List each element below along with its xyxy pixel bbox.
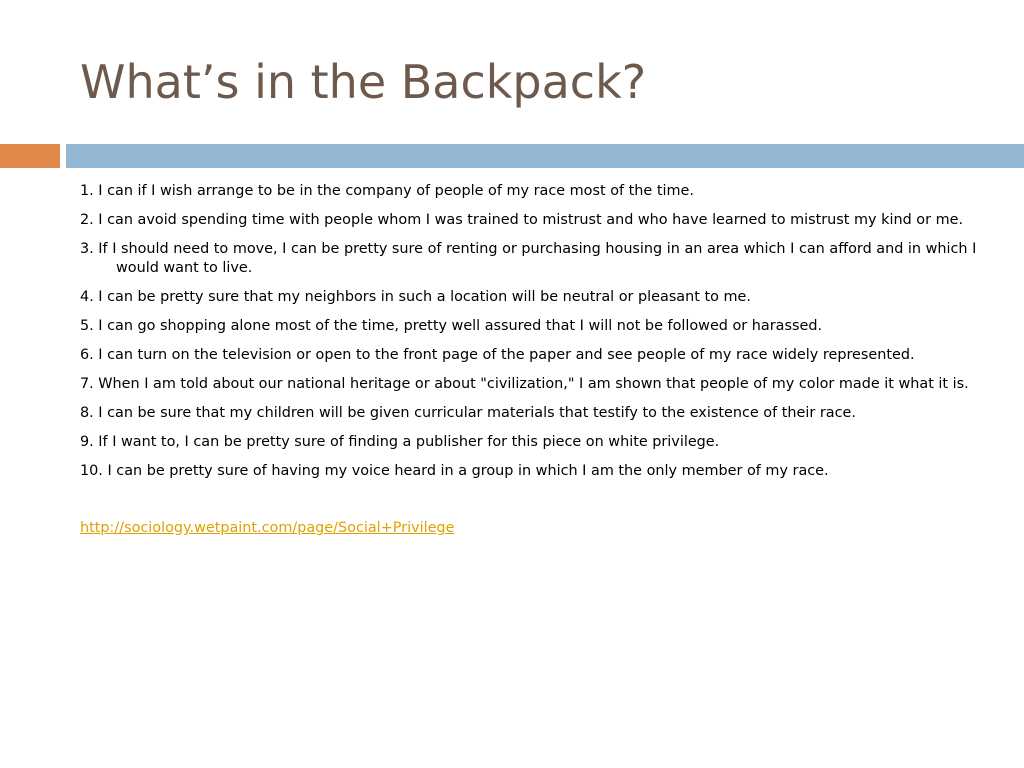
list-item: 3. If I should need to move, I can be pretty sure of renting or purchasing housing in an area which I can afford and in which I would want to live. <box>80 241 977 276</box>
list-item: 8. I can be sure that my children will be given curricular materials that testify to the existence of their race. <box>80 405 856 421</box>
slide-title: What’s in the Backpack? <box>80 55 647 109</box>
list-item: 4. I can be pretty sure that my neighbors in such a location will be neutral or pleasant to me. <box>80 289 751 305</box>
list-item: 6. I can turn on the television or open to the front page of the paper and see people of my race widely represented. <box>80 347 915 363</box>
list-item: 1. I can if I wish arrange to be in the company of people of my race most of the time. <box>80 183 694 199</box>
accent-bar-blue <box>66 144 1024 168</box>
list-item: 7. When I am told about our national heritage or about "civilization," I am shown that people of my color made it what it is. <box>80 376 969 392</box>
list-item: 5. I can go shopping alone most of the time, pretty well assured that I will not be followed or harassed. <box>80 318 823 334</box>
list-item: 10. I can be pretty sure of having my voice heard in a group in which I am the only member of my race. <box>80 463 829 479</box>
slide-body <box>80 182 980 538</box>
source-link[interactable]: http://sociology.wetpaint.com/page/Social+Privilege <box>80 520 455 536</box>
accent-bar-orange <box>0 144 60 168</box>
list-item: 2. I can avoid spending time with people whom I was trained to mistrust and who have learned to mistrust my kind or me. <box>80 212 964 228</box>
list-item: 9. If I want to, I can be pretty sure of finding a publisher for this piece on white privilege. <box>80 434 720 450</box>
